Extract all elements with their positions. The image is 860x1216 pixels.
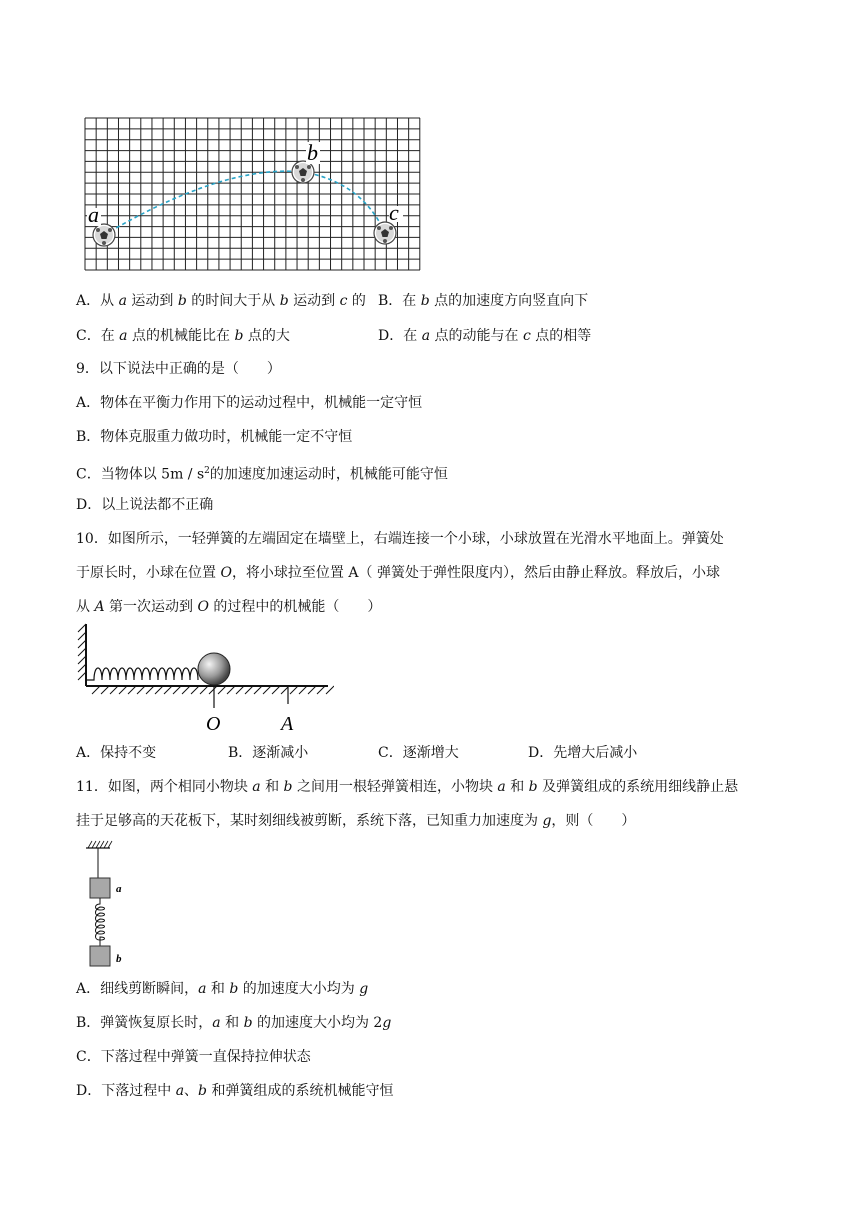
q9-option-d: D．以上说法都不正确	[76, 497, 214, 513]
q8-grid	[85, 118, 420, 270]
q10-stem-line1: 10．如图所示，一轻弹簧的左端固定在墙壁上，右端连接一个小球，小球放置在光滑水平地面上。弹簧处	[76, 531, 724, 547]
q8-ball-c	[374, 222, 396, 244]
q11-label-a: a	[116, 883, 122, 895]
q8-option-c: C．在 a 点的机械能比在 b 点的大	[76, 328, 290, 344]
q10-stem-line3: 从 A 第一次运动到 O 的过程中的机械能（ ）	[76, 599, 382, 615]
q9-option-c: C．当物体以 $5m / s^2$的加速度加速运动时，机械能可能守恒	[76, 466, 448, 483]
q10-option-c: C．逐渐增大	[378, 745, 459, 761]
q10-label-o: O	[206, 713, 221, 735]
q8-label-b: b	[307, 140, 318, 165]
q8-label-c: c	[389, 200, 399, 225]
q11-option-c: C．下落过程中弹簧一直保持拉伸状态	[76, 1049, 311, 1065]
q8-option-d: D．在 a 点的动能与在 c 点的相等	[378, 328, 592, 344]
q9-option-a: A．物体在平衡力作用下的运动过程中，机械能一定守恒	[76, 395, 423, 411]
q8-trajectory-figure	[84, 116, 424, 274]
q8-trajectory-path	[104, 171, 385, 235]
q10-wall-hatch	[78, 624, 86, 680]
q11-option-a: A．细线剪断瞬间，a 和 b 的加速度大小均为 g	[76, 981, 369, 997]
q11-label-b: b	[116, 953, 122, 965]
q11-stem-line2: 挂于足够高的天花板下，某时刻细线被剪断，系统下落，已知重力加速度为 g，则（ ）	[76, 813, 636, 829]
q8-option-b: B．在 b 点的加速度方向竖直向下	[378, 293, 589, 309]
q10-spring-figure	[74, 620, 334, 736]
q11-stem-line1: 11．如图，两个相同小物块 a 和 b 之间用一根轻弹簧相连，小物块 a 和 b 及弹簧组成的系统用细线静止悬	[76, 779, 739, 795]
q11-ceiling-hatch	[88, 841, 112, 848]
q11-spring	[96, 898, 105, 946]
q10-option-b: B．逐渐减小	[228, 745, 309, 761]
q8-ball-a	[93, 224, 115, 246]
q10-option-a: A．保持不变	[76, 745, 157, 761]
q9-stem: 9．以下说法中正确的是（ ）	[76, 361, 281, 377]
q10-spring	[86, 668, 198, 680]
q10-label-a: A	[281, 713, 294, 735]
q11-block-a	[90, 878, 110, 898]
q11-option-d: D．下落过程中 a、b 和弹簧组成的系统机械能守恒	[76, 1083, 394, 1099]
q10-floor-hatch	[92, 686, 334, 694]
q11-block-b	[90, 946, 110, 966]
q10-option-d: D．先增大后减小	[528, 745, 638, 761]
q10-stem-line2: 于原长时，小球在位置 O，将小球拉至位置 A（ 弹簧处于弹性限度内），然后由静止释放。释放后，小球	[76, 565, 720, 581]
q11-option-b: B．弹簧恢复原长时，a 和 b 的加速度大小均为 2g	[76, 1015, 392, 1031]
q8-label-a: a	[88, 202, 99, 227]
q11-hanging-blocks-figure	[82, 838, 142, 970]
q10-ball	[198, 653, 230, 685]
q9-option-b: B．物体克服重力做功时，机械能一定不守恒	[76, 429, 353, 445]
q8-option-a: A．从 a 运动到 b 的时间大于从 b 运动到 c 的	[76, 293, 366, 309]
